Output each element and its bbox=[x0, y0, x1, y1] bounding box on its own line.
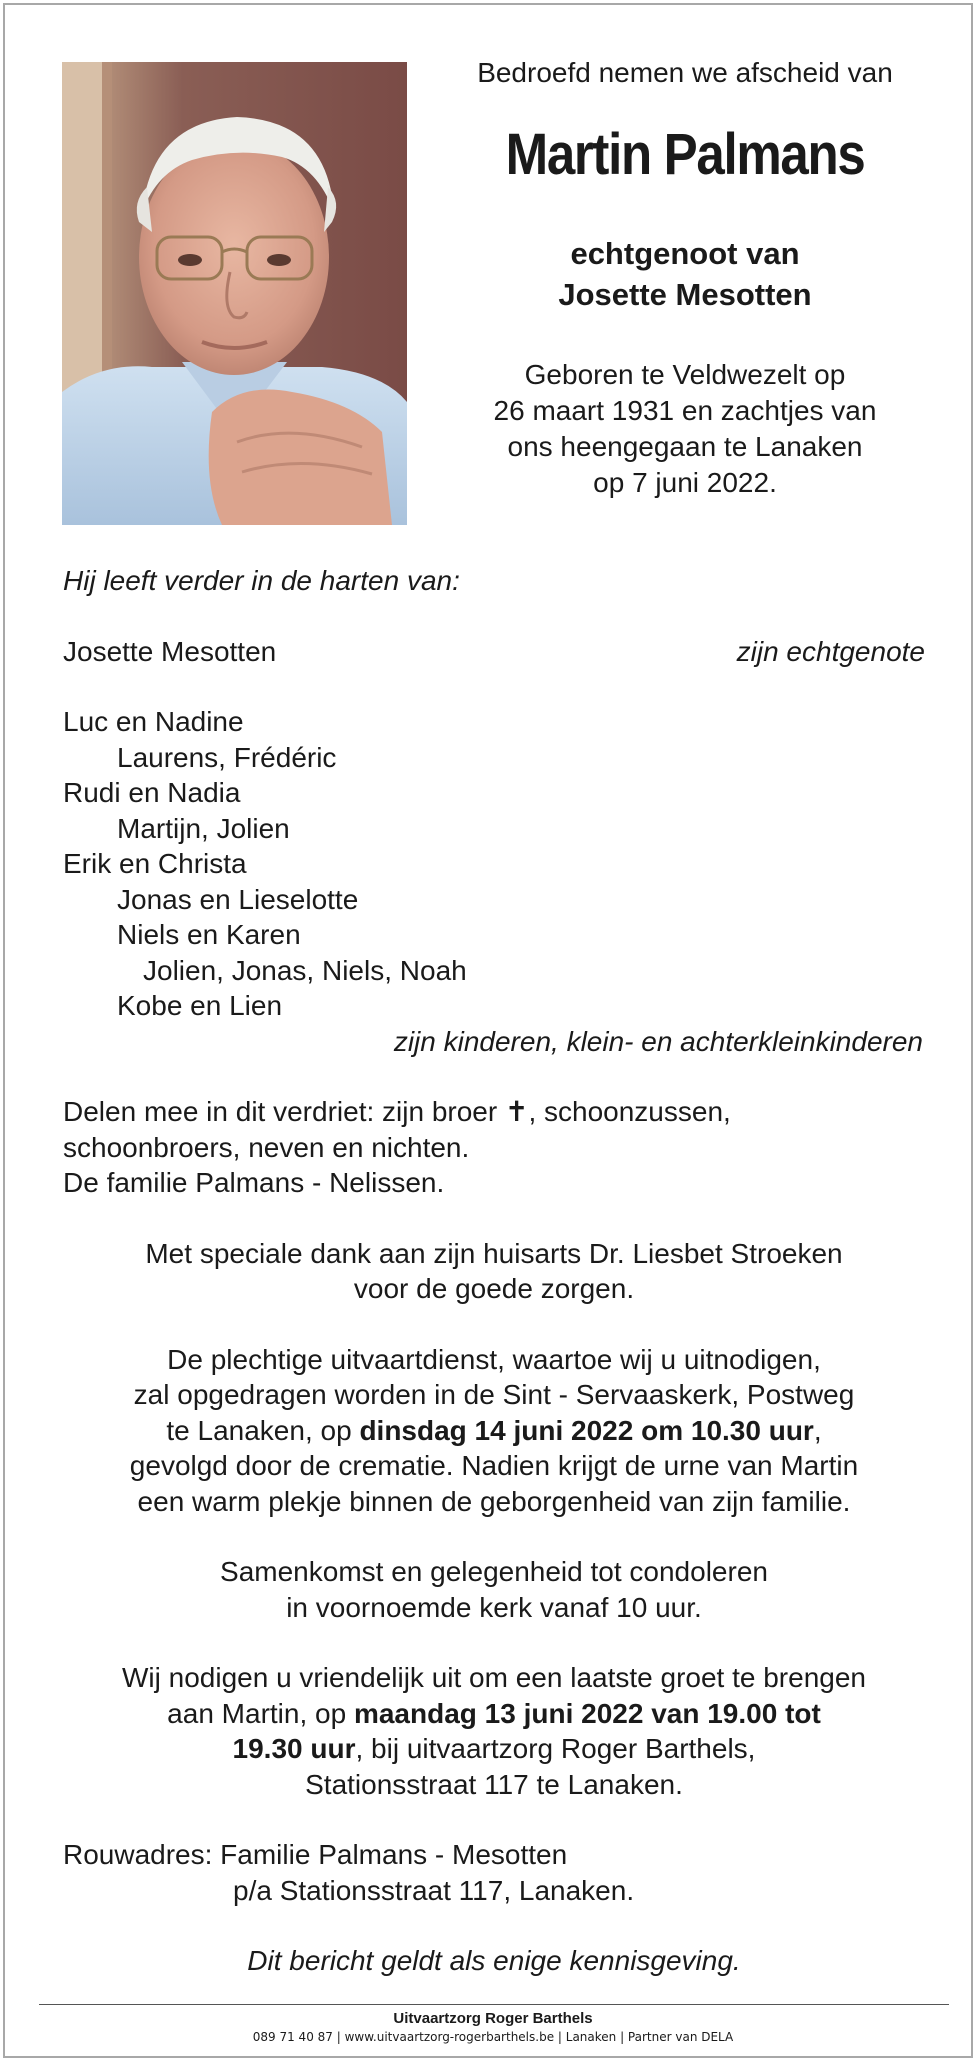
footer-title: Uitvaartzorg Roger Barthels bbox=[393, 2010, 593, 2027]
gathering-line-1: Samenkomst en gelegenheid tot condoleren bbox=[220, 1556, 768, 1587]
obituary-body bbox=[63, 563, 925, 1979]
list-item: Martijn, Jolien bbox=[117, 812, 290, 844]
visit-section bbox=[63, 1660, 925, 1802]
spouse-line-2: Josette Mesotten bbox=[558, 277, 812, 312]
list-item: Jolien, Jonas, Niels, Noah bbox=[143, 954, 467, 986]
share-section bbox=[63, 1094, 925, 1201]
visit-line-4: Stationsstraat 117 te Lanaken. bbox=[305, 1768, 683, 1800]
visit-date-start: maandag 13 juni 2022 van 19.00 tot bbox=[353, 1697, 821, 1729]
gathering-section bbox=[63, 1554, 925, 1625]
list-item: Laurens, Frédéric bbox=[117, 741, 337, 773]
share-line-2: schoonbroers, neven en nichten. bbox=[63, 1131, 470, 1163]
obituary-card bbox=[3, 3, 973, 2058]
birth-line-3: ons heengegaan te Lanaken bbox=[507, 431, 863, 462]
notice-text: Dit bericht geldt als enige kennisgeving. bbox=[247, 1945, 741, 1976]
thanks-line-2: voor de goede zorgen. bbox=[353, 1273, 635, 1304]
service-section bbox=[63, 1342, 925, 1520]
birth-info bbox=[435, 357, 935, 501]
birth-line-2: 26 maart 1931 en zachtjes van bbox=[493, 395, 877, 426]
thanks-section bbox=[63, 1236, 925, 1307]
share-line-3: De familie Palmans - Nelissen. bbox=[63, 1167, 445, 1198]
address-section bbox=[63, 1837, 925, 1908]
list-item: Jonas en Lieselotte bbox=[117, 883, 359, 915]
family-list bbox=[63, 704, 925, 1059]
list-item: Kobe en Lien bbox=[117, 990, 283, 1021]
deceased-name: Martin Palmans bbox=[505, 122, 865, 187]
portrait-photo-illustration bbox=[62, 62, 407, 525]
service-line-3-prefix: te Lanaken, op bbox=[166, 1414, 360, 1446]
service-line-2: zal opgedragen worden in de Sint - Servaaskerk, Postweg bbox=[133, 1379, 855, 1410]
address-line-2: p/a Stationsstraat 117, Lanaken. bbox=[233, 1874, 635, 1906]
children-role: zijn kinderen, klein- en achterkleinkinderen bbox=[393, 1025, 923, 1057]
spouse-role: zijn echtgenote bbox=[736, 635, 925, 667]
list-item: Luc en Nadine bbox=[63, 706, 244, 737]
gathering-line-2: in voornoemde kerk vanaf 10 uur. bbox=[286, 1591, 702, 1623]
birth-line-1: Geboren te Veldwezelt op bbox=[524, 359, 846, 390]
service-line-4: gevolgd door de crematie. Nadien krijgt de urne van Martin bbox=[129, 1450, 859, 1481]
cross-icon: ✝ bbox=[504, 1096, 529, 1127]
spouse-name: Josette Mesotten bbox=[63, 635, 277, 667]
service-line-5: een warm plekje binnen de geborgenheid van zijn familie. bbox=[137, 1485, 851, 1517]
birth-line-4: op 7 juni 2022. bbox=[593, 467, 777, 498]
visit-line-1: Wij nodigen u vriendelijk uit om een laatste groet te brengen bbox=[122, 1662, 866, 1693]
share-line-1-prefix: Delen mee in dit verdriet: zijn broer bbox=[63, 1096, 505, 1127]
share-line-1-suffix: , schoonzussen, bbox=[528, 1096, 731, 1127]
list-item: Rudi en Nadia bbox=[63, 777, 241, 808]
footer-divider bbox=[39, 2004, 949, 2005]
list-item: Erik en Christa bbox=[63, 848, 247, 879]
header bbox=[435, 53, 935, 501]
intro-text: Bedroefd nemen we afscheid van bbox=[477, 57, 893, 88]
visit-line-3-suffix: , bij uitvaartzorg Roger Barthels, bbox=[355, 1733, 756, 1764]
spouse-line-1: echtgenoot van bbox=[570, 236, 800, 271]
spouse-row bbox=[63, 634, 925, 670]
family-heading: Hij leeft verder in de harten van: bbox=[63, 565, 460, 596]
service-line-3-suffix: , bbox=[813, 1414, 822, 1446]
visit-line-2-prefix: aan Martin, op bbox=[167, 1697, 354, 1729]
spouse-info bbox=[435, 233, 935, 315]
thanks-line-1: Met speciale dank aan zijn huisarts Dr. Liesbet Stroeken bbox=[145, 1237, 843, 1269]
service-line-1: De plechtige uitvaartdienst, waartoe wij u uitnodigen, bbox=[167, 1343, 821, 1375]
address-line-1: Rouwadres: Familie Palmans - Mesotten bbox=[63, 1839, 568, 1870]
footer-info: 089 71 40 87 | www.uitvaartzorg-rogerbarthels.be | Lanaken | Partner van DELA bbox=[252, 2030, 734, 2044]
visit-date-end: 19.30 uur bbox=[232, 1733, 356, 1764]
portrait-photo bbox=[62, 62, 407, 525]
list-item: Niels en Karen bbox=[117, 919, 301, 950]
service-date: dinsdag 14 juni 2022 om 10.30 uur bbox=[359, 1414, 814, 1446]
